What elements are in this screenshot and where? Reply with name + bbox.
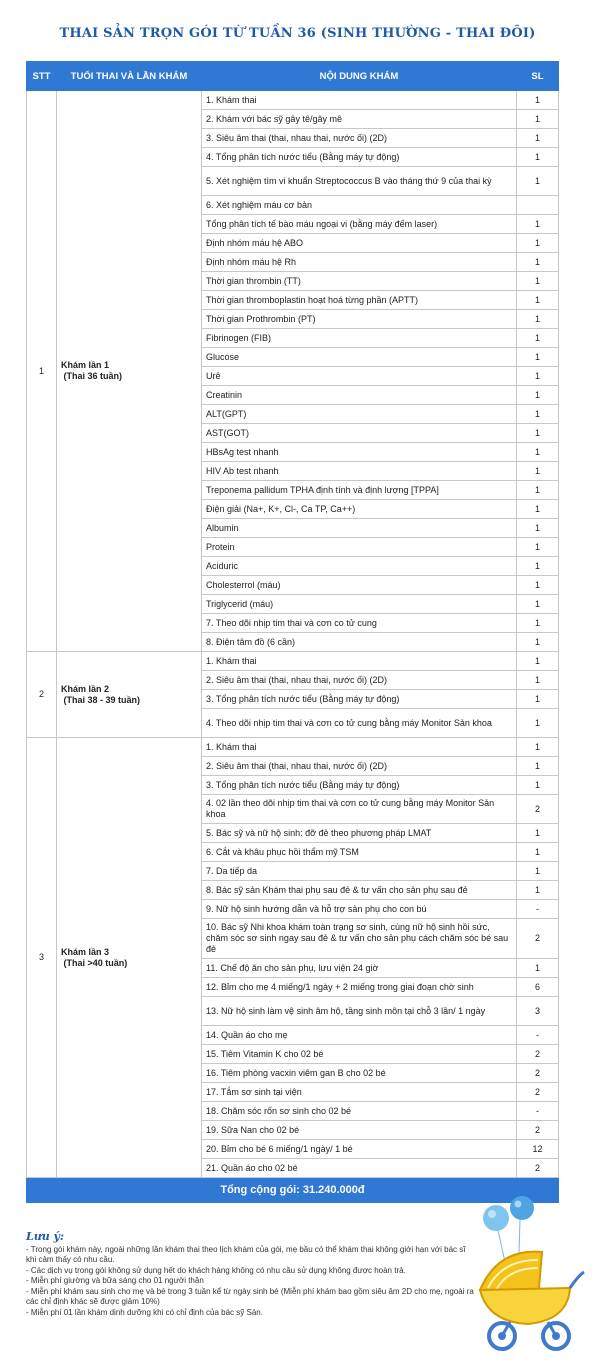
exam-item: Fibrinogen (FIB)	[202, 329, 517, 348]
visit-number: 3	[27, 738, 57, 1178]
exam-item: 2. Siêu âm thai (thai, nhau thai, nước ối) (2D)	[202, 671, 517, 690]
exam-quantity: 1	[517, 652, 559, 671]
note-item: - Trong gói khám này, ngoài những lần khám thai theo lịch khám của gói, mẹ bầu có thể khám thai không giới hạn với bác sĩ khi cảm thấy có nhu cầu.	[26, 1244, 466, 1264]
exam-quantity: 1	[517, 757, 559, 776]
table-row	[27, 652, 559, 671]
exam-item: 2. Siêu âm thai (thai, nhau thai, nước ối) (2D)	[202, 757, 517, 776]
notes-title: Lưu ý:	[26, 1230, 65, 1243]
exam-quantity: 1	[517, 709, 559, 738]
page-title: THAI SẢN TRỌN GÓI TỪ TUẦN 36 (SINH THƯỜNG - THAI ĐÔI)	[59, 26, 536, 41]
exam-quantity: 1	[517, 234, 559, 253]
exam-item: 4. 02 lần theo dõi nhịp tim thai và cơn co tử cung bằng máy Monitor Sản khoa	[202, 795, 517, 824]
exam-quantity: 1	[517, 519, 559, 538]
table-header	[27, 62, 559, 91]
exam-item: Điện giải (Na+, K+, Cl-, Ca TP, Ca++)	[202, 500, 517, 519]
exam-item: 17. Tắm sơ sinh tại viện	[202, 1083, 517, 1102]
header-content: NỘI DUNG KHÁM	[202, 62, 517, 91]
exam-quantity: 1	[517, 253, 559, 272]
header-qty: SL	[517, 62, 559, 91]
exam-item: HBsAg test nhanh	[202, 443, 517, 462]
exam-quantity: 1	[517, 148, 559, 167]
exam-item: 3. Tổng phân tích nước tiểu (Bằng máy tự động)	[202, 690, 517, 709]
exam-quantity: 1	[517, 738, 559, 757]
exam-quantity: 2	[517, 1121, 559, 1140]
exam-quantity: 1	[517, 367, 559, 386]
exam-item: 21. Quần áo cho 02 bé	[202, 1159, 517, 1178]
exam-item: 16. Tiêm phòng vacxin viêm gan B cho 02 bé	[202, 1064, 517, 1083]
total-price: Tổng cộng gói: 31.240.000đ	[27, 1178, 559, 1203]
exam-item: 7. Da tiếp da	[202, 862, 517, 881]
exam-quantity: 1	[517, 633, 559, 652]
exam-item: 2. Khám với bác sỹ gây tê/gây mê	[202, 110, 517, 129]
exam-quantity: 1	[517, 576, 559, 595]
visit-info	[57, 738, 202, 1178]
visit-info	[57, 91, 202, 652]
exam-quantity: 3	[517, 997, 559, 1026]
exam-quantity: 2	[517, 1083, 559, 1102]
exam-item: 3. Tổng phân tích nước tiểu (Bằng máy tự động)	[202, 776, 517, 795]
exam-quantity: 1	[517, 91, 559, 110]
exam-quantity: 6	[517, 978, 559, 997]
exam-quantity: 1	[517, 329, 559, 348]
exam-item: Albumin	[202, 519, 517, 538]
visit-info	[57, 652, 202, 738]
visit-number: 1	[27, 91, 57, 652]
exam-quantity: 12	[517, 1140, 559, 1159]
exam-quantity: 1	[517, 538, 559, 557]
exam-item: 8. Bác sỹ sản Khám thai phụ sau đẻ & tư vấn cho sản phụ sau đẻ	[202, 881, 517, 900]
exam-quantity: 2	[517, 919, 559, 959]
exam-item: 6. Xét nghiệm máu cơ bản	[202, 196, 517, 215]
exam-quantity: -	[517, 1026, 559, 1045]
exam-quantity: -	[517, 900, 559, 919]
exam-quantity: 1	[517, 862, 559, 881]
exam-quantity: 1	[517, 481, 559, 500]
exam-quantity: 1	[517, 614, 559, 633]
gestational-week: (Thai >40 tuần)	[61, 957, 128, 968]
exam-quantity: 1	[517, 129, 559, 148]
header-stt: STT	[27, 62, 57, 91]
exam-quantity: 1	[517, 557, 559, 576]
exam-quantity: 1	[517, 110, 559, 129]
exam-quantity: 1	[517, 671, 559, 690]
exam-item: Triglycerid (máu)	[202, 595, 517, 614]
package-table	[26, 61, 559, 1203]
exam-quantity: 1	[517, 776, 559, 795]
note-item: - Miễn phí 01 lần khám dinh dưỡng khi có chỉ định của bác sỹ Sản.	[26, 1307, 263, 1317]
note-item: - Các dịch vụ trong gói không sử dụng hết do khách hàng không có nhu cầu sử dụng không được hoàn trả.	[26, 1265, 406, 1275]
exam-quantity: 2	[517, 795, 559, 824]
exam-item: Tổng phân tích tế bào máu ngoại vi (bằng máy đếm laser)	[202, 215, 517, 234]
exam-quantity: 1	[517, 843, 559, 862]
exam-item: 9. Nữ hộ sinh hướng dẫn và hỗ trợ sản phụ cho con bú	[202, 900, 517, 919]
exam-item: 1. Khám thai	[202, 652, 517, 671]
exam-quantity: 1	[517, 291, 559, 310]
visit-label: Khám lần 1	[61, 360, 110, 370]
exam-item: Định nhóm máu hệ ABO	[202, 234, 517, 253]
exam-quantity: 1	[517, 310, 559, 329]
exam-item: HIV Ab test nhanh	[202, 462, 517, 481]
exam-quantity: -	[517, 1102, 559, 1121]
exam-item: 12. Bỉm cho mẹ 4 miếng/1 ngày + 2 miếng trong giai đoạn chờ sinh	[202, 978, 517, 997]
exam-item: Định nhóm máu hệ Rh	[202, 253, 517, 272]
exam-quantity: 1	[517, 386, 559, 405]
gestational-week: (Thai 36 tuần)	[61, 371, 123, 381]
exam-item: Thời gian Prothrombin (PT)	[202, 310, 517, 329]
exam-quantity: 1	[517, 167, 559, 196]
exam-item: 3. Siêu âm thai (thai, nhau thai, nước ối) (2D)	[202, 129, 517, 148]
exam-item: 13. Nữ hộ sinh làm vệ sinh âm hộ, tầng sinh môn tại chỗ 3 lần/ 1 ngày	[202, 997, 517, 1026]
exam-quantity: 1	[517, 881, 559, 900]
exam-item: AST(GOT)	[202, 424, 517, 443]
exam-quantity: 1	[517, 443, 559, 462]
exam-quantity	[517, 196, 559, 215]
table-row	[27, 738, 559, 757]
exam-quantity: 1	[517, 690, 559, 709]
note-item: - Miễn phí khám sau sinh cho mẹ và bé trong 3 tuần kể từ ngày sinh bé (Miễn phí khám bao gồm siêu âm 2D cho mẹ, ngoài ra các chỉ định khác sẽ được giảm 10%)	[26, 1286, 474, 1306]
exam-item: Creatinin	[202, 386, 517, 405]
table-row	[27, 91, 559, 110]
exam-item: 1. Khám thai	[202, 738, 517, 757]
visit-number: 2	[27, 652, 57, 738]
exam-item: 7. Theo dõi nhịp tim thai và cơn co tử cung	[202, 614, 517, 633]
exam-item: ALT(GPT)	[202, 405, 517, 424]
exam-item: Thời gian thrombin (TT)	[202, 272, 517, 291]
exam-item: 6. Cắt và khâu phục hồi thẩm mỹ TSM	[202, 843, 517, 862]
exam-item: Treponema pallidum TPHA định tính và định lượng [TPPA]	[202, 481, 517, 500]
exam-item: 10. Bác sỹ Nhi khoa khám toàn trạng sơ sinh, cùng nữ hộ sinh hồi sức, chăm sóc sơ sinh ngay sau đẻ & tư vấn cho sản phụ cách chăm sóc bé sau đẻ	[202, 919, 517, 959]
exam-quantity: 1	[517, 824, 559, 843]
exam-item: Aciduric	[202, 557, 517, 576]
exam-quantity: 1	[517, 215, 559, 234]
exam-quantity: 1	[517, 348, 559, 367]
baby-stroller-illustration	[458, 1190, 590, 1355]
table-body	[27, 91, 559, 1178]
exam-quantity: 1	[517, 462, 559, 481]
note-item: - Miễn phí giường và bữa sáng cho 01 người thân	[26, 1276, 204, 1285]
exam-item: 15. Tiêm Vitamin K cho 02 bé	[202, 1045, 517, 1064]
exam-quantity: 2	[517, 1064, 559, 1083]
exam-quantity: 1	[517, 405, 559, 424]
exam-item: 20. Bỉm cho bé 6 miếng/1 ngày/ 1 bé	[202, 1140, 517, 1159]
exam-quantity: 2	[517, 1159, 559, 1178]
exam-item: 19. Sữa Nan cho 02 bé	[202, 1121, 517, 1140]
exam-quantity: 1	[517, 959, 559, 978]
visit-label: Khám lần 2	[61, 683, 110, 694]
exam-item: 4. Tổng phân tích nước tiểu (Bằng máy tự động)	[202, 148, 517, 167]
exam-item: Urê	[202, 367, 517, 386]
exam-quantity: 1	[517, 272, 559, 291]
gestational-week: (Thai 38 - 39 tuần)	[61, 694, 141, 705]
header-age: TUỔI THAI VÀ LẦN KHÁM	[57, 62, 202, 91]
exam-item: 5. Bác sỹ và nữ hộ sinh: đỡ đẻ theo phương pháp LMAT	[202, 824, 517, 843]
exam-item: 18. Chăm sóc rốn sơ sinh cho 02 bé	[202, 1102, 517, 1121]
exam-item: 1. Khám thai	[202, 91, 517, 110]
exam-item: Thời gian thromboplastin hoạt hoá từng phần (APTT)	[202, 291, 517, 310]
exam-item: Cholesterrol (máu)	[202, 576, 517, 595]
visit-label: Khám lần 3	[61, 946, 110, 957]
exam-item: 5. Xét nghiệm tìm vi khuẩn Streptococcus B vào tháng thứ 9 của thai kỳ	[202, 167, 517, 196]
notes-section	[26, 1232, 476, 1318]
exam-item: 8. Điện tâm đồ (6 cần)	[202, 633, 517, 652]
exam-item: 4. Theo dõi nhịp tim thai và cơn co tử cung bằng máy Monitor Sản khoa	[202, 709, 517, 738]
exam-item: Protein	[202, 538, 517, 557]
exam-item: Glucose	[202, 348, 517, 367]
exam-item: 14. Quần áo cho mẹ	[202, 1026, 517, 1045]
exam-quantity: 1	[517, 500, 559, 519]
exam-quantity: 2	[517, 1045, 559, 1064]
exam-quantity: 1	[517, 595, 559, 614]
exam-item: 11. Chế độ ăn cho sản phụ, lưu viện 24 giờ	[202, 959, 517, 978]
exam-quantity: 1	[517, 424, 559, 443]
